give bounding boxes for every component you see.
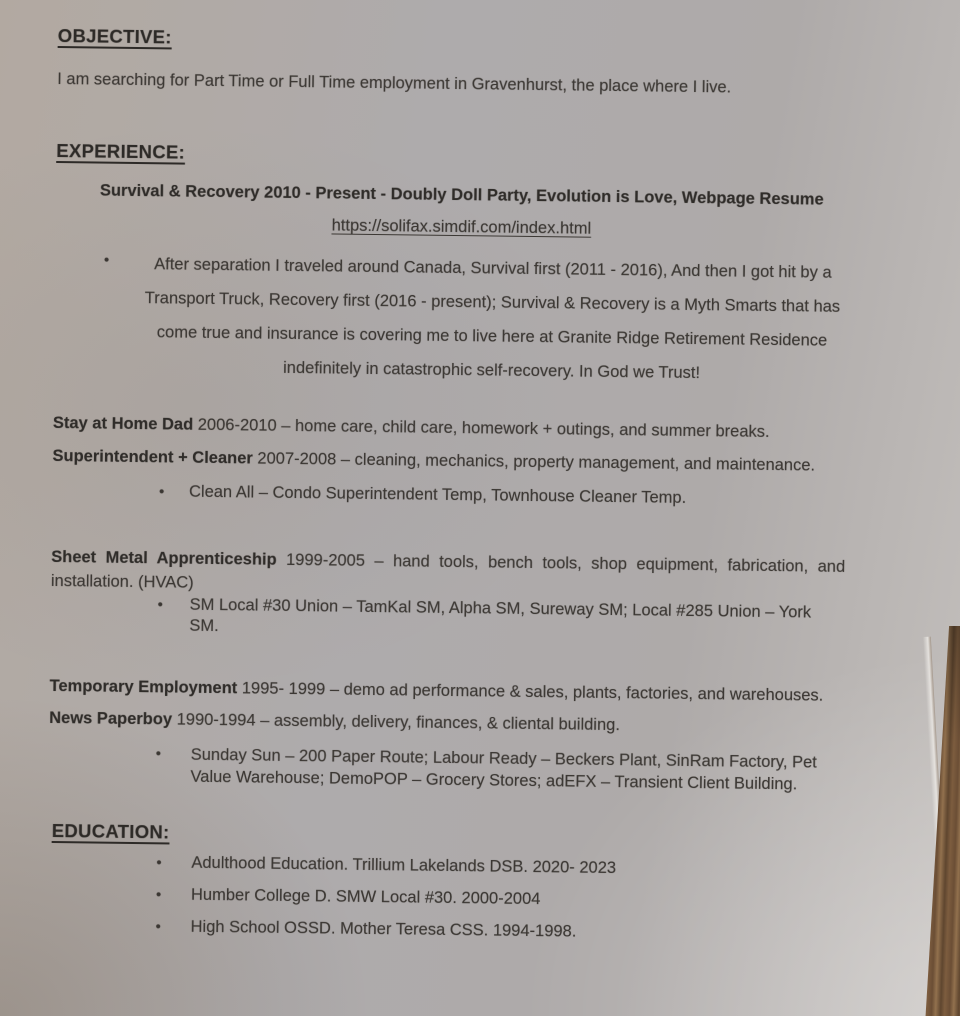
bullet-dot-icon: • [155,918,161,936]
webpage-resume-link [55,212,849,243]
education-item-text: Adulthood Education. Trillium Lakelands DSB. 2020- 2023 [191,853,617,878]
job-line-stay-at-home-dad [53,413,847,444]
job-bullet-text: Sunday Sun – 200 Paper Route; Labour Ready – Beckers Plant, SinRam Factory, Pet Value Warehouse; DemoPOP – Grocery Stores; adEFX – Transient Client Building. [190,745,817,794]
job-bullet-sm-local [50,593,844,645]
education-heading: EDUCATION: [51,819,170,843]
education-item [47,851,841,882]
job-bullet-text: SM Local #30 Union – TamKal SM, Alpha SM, Sureway SM; Local #285 Union – York SM. [189,595,812,636]
job-bullet-sunday-sun [48,742,842,796]
job-detail: 1999-2005 – hand tools, bench tools, shop equipment, fabrication, and installation. (HVAC) [50,550,846,592]
bullet-dot-icon: • [103,251,110,269]
bullet-dot-icon: • [155,886,162,904]
wood-table-surface [918,626,960,1016]
bullet-dot-icon: • [156,854,162,872]
job-title: Sheet Metal Apprenticeship [51,547,277,569]
education-item [47,883,841,914]
bullet-dot-icon: • [155,745,162,763]
job-detail: 2007-2008 – cleaning, mechanics, property management, and maintenance. [252,449,816,475]
job-title: Stay at Home Dad [52,413,194,434]
experience-heading: EXPERIENCE: [56,139,186,163]
resume-content [46,18,851,946]
education-item-text: High School OSSD. Mother Teresa CSS. 1994-1998. [190,917,577,941]
webpage-resume-url: https://solifax.simdif.com/index.html [331,216,592,238]
job-title: Superintendent + Cleaner [52,446,253,468]
job-bullet-text: Clean All – Condo Superintendent Temp, Townhouse Cleaner Temp. [188,482,687,507]
job-title: News Paperboy [49,708,173,729]
job-detail: 1995- 1999 – demo ad performance & sales, plants, factories, and warehouses. [237,679,824,705]
job-detail: 2006-2010 – home care, child care, homework + outings, and summer breaks. [193,415,770,441]
featured-bullet-item [53,246,849,392]
education-item [46,915,840,946]
featured-job-title: Survival & Recovery 2010 - Present - Doubly Doll Party, Evolution is Love, Webpage Resume [99,181,824,209]
education-list [46,851,841,946]
education-item-text: Humber College D. SMW Local #30. 2000-2004 [190,885,541,909]
job-detail: 1990-1994 – assembly, delivery, finances, & cliental building. [171,710,621,735]
job-line-superintendent-cleaner [52,446,846,477]
job-line-temporary-employment [49,676,843,707]
featured-bullet-text: After separation I traveled around Canada, Survival first (2011 - 2016), And then I got hit by a Transport Truck, Recovery first (2016 - present); Survival & Recovery is a Myth Smarts that has come true and insurance is covering me to live here at Granite Ridge Retirement Residence indefinitely in catastrophic self-recovery. In God we Trust! [144,255,841,383]
objective-text: I am searching for Part Time or Full Time employment in Gravenhurst, the place where I live. [57,69,732,97]
bullet-dot-icon: • [157,596,164,614]
job-line-news-paperboy [49,708,843,739]
job-bullet-clean-all [52,480,846,511]
objective-heading: OBJECTIVE: [57,24,172,48]
bullet-dot-icon: • [158,483,165,501]
job-title: Temporary Employment [49,676,238,698]
